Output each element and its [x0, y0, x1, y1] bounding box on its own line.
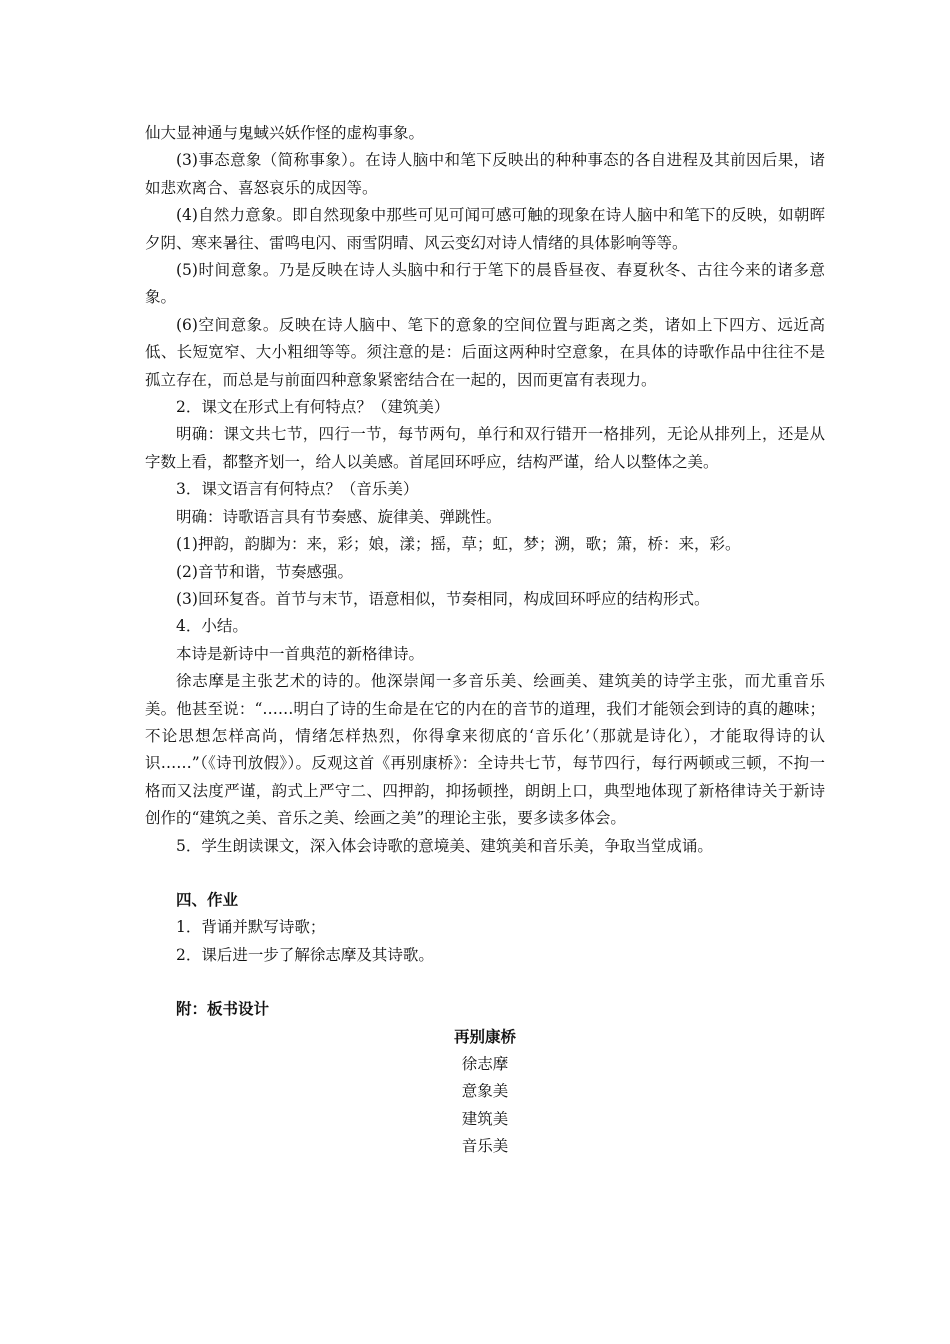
spacer	[145, 969, 825, 996]
board-line: 徐志摩	[461, 1055, 509, 1073]
question-heading: 4．小结。	[176, 617, 248, 636]
paragraph: (1)押韵，韵脚为：来，彩；娘，漾；摇，草；虹，梦；溯，歌；箫，桥：来，彩。	[176, 535, 741, 554]
paragraph: 明确：课文共七节，四行一节，每节两句，单行和双行错开一格排列，无论从排列上，还是从字数上看，都整齐划一，给人以美感。首尾回环呼应，结构严谨，给人以整体之美。	[145, 425, 825, 471]
paragraph: (3)事态意象（简称事象）。在诗人脑中和笔下反映出的种种事态的各自进程及其前因后果，诸如悲欢离合、喜怒哀乐的成因等。	[145, 151, 825, 197]
paragraph: 本诗是新诗中一首典范的新格律诗。	[176, 644, 425, 663]
board-title: 再别康桥	[453, 1027, 516, 1046]
board-line: 音乐美	[461, 1137, 509, 1156]
spacer	[145, 860, 825, 887]
paragraph: 明确：诗歌语言具有节奏感、旋律美、弹跳性。	[176, 507, 502, 526]
homework-item: 1．背诵并默写诗歌；	[176, 918, 326, 937]
board-heading: 附：板书设计	[176, 1000, 270, 1019]
paragraph: 5．学生朗读课文，深入体会诗歌的意境美、建筑美和音乐美，争取当堂成诵。	[176, 836, 713, 855]
paragraph: (3)回环复沓。首节与末节，语意相似，节奏相同，构成回环呼应的结构形式。	[176, 589, 710, 608]
homework-heading: 四、作业	[176, 890, 239, 909]
board-line: 建筑美	[461, 1109, 509, 1128]
homework-item: 2．课后进一步了解徐志摩及其诗歌。	[176, 945, 434, 964]
board-line: 意象美	[461, 1082, 509, 1101]
paragraph: (6)空间意象。反映在诗人脑中、笔下的意象的空间位置与距离之类，诸如上下四方、远近高低、长短宽窄、大小粗细等等。须注意的是：后面这两种时空意象，在具体的诗歌作品中往往不是孤立存在，而总是与前面四种意象紧密结合在一起的，因而更富有表现力。	[145, 315, 825, 389]
document-body	[145, 120, 825, 1161]
paragraph: 仙大显神通与鬼蜮兴妖作怪的虚构事象。	[145, 124, 425, 142]
question-heading: 2．课文在形式上有何特点？（建筑美）	[176, 398, 450, 417]
paragraph: 徐志摩是主张艺术的诗的。他深崇闻一多音乐美、绘画美、建筑美的诗学主张，而尤重音乐美。他甚至说：“……明白了诗的生命是在它的内在的音节的道理，我们才能领会到诗的真的趣味；不论思想怎样高尚，情绪怎样热烈，你得拿来彻底的‘音乐化’（那就是诗化），才能取得诗的认识……”（《诗刊放假》）。反观这首《再别康桥》：全诗共七节，每节四行，每行两顿或三顿，不拘一格而又法度严谨，韵式上严守二、四押韵，抑扬顿挫，朗朗上口，典型地体现了新格律诗关于新诗创作的“建筑之美、音乐之美、绘画之美”的理论主张，要多读多体会。	[145, 672, 825, 828]
paragraph: (2)音节和谐，节奏感强。	[176, 562, 353, 581]
paragraph: (4)自然力意象。即自然现象中那些可见可闻可感可触的现象在诗人脑中和笔下的反映，如朝晖夕阴、寒来暑往、雷鸣电闪、雨雪阴晴、风云变幻对诗人情绪的具体影响等等。	[145, 206, 825, 252]
paragraph: (5)时间意象。乃是反映在诗人头脑中和行于笔下的晨昏昼夜、春夏秋冬、古往今来的诸多意象。	[145, 261, 825, 307]
question-heading: 3．课文语言有何特点？（音乐美）	[176, 480, 419, 499]
